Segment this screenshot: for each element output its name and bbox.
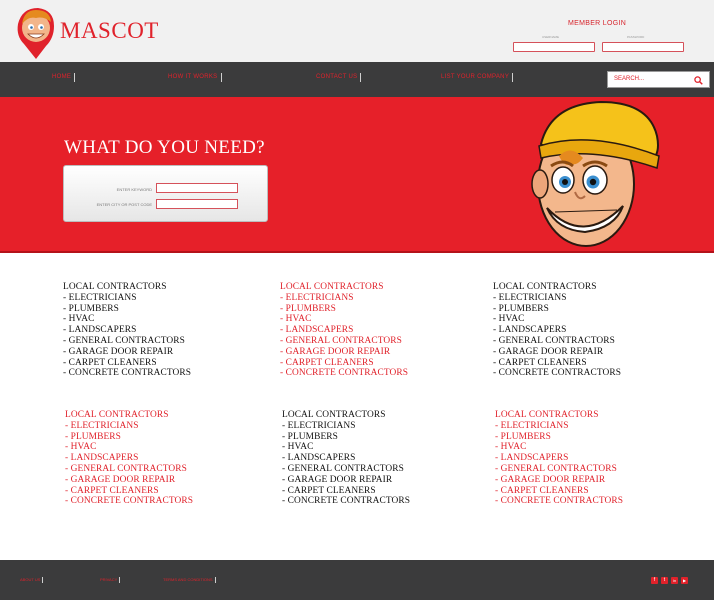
listing-item[interactable]: - GENERAL CONTRACTORS bbox=[282, 463, 404, 474]
listing-item[interactable]: - GENERAL CONTRACTORS bbox=[280, 335, 402, 346]
listing-item[interactable]: - HVAC bbox=[495, 442, 527, 453]
listing-item[interactable]: - PLUMBERS bbox=[280, 303, 336, 314]
member-login-title: MEMBER LOGIN bbox=[568, 20, 627, 27]
nav-item-list-your-company[interactable]: LIST YOUR COMPANY bbox=[441, 73, 513, 82]
username-field[interactable] bbox=[513, 42, 595, 52]
listing-item[interactable]: - ELECTRICIANS bbox=[493, 292, 567, 303]
username-label: USERNAME bbox=[542, 35, 560, 39]
listing-item[interactable]: - GARAGE DOOR REPAIR bbox=[65, 474, 176, 485]
listing-item[interactable]: - HVAC bbox=[65, 442, 97, 453]
listing-item[interactable]: - HVAC bbox=[280, 314, 312, 325]
listing-column bbox=[65, 410, 193, 507]
search-placeholder: SEARCH... bbox=[614, 76, 645, 82]
search-icon[interactable] bbox=[694, 76, 703, 85]
footer-link-privacy[interactable]: PRIVACY bbox=[100, 577, 120, 583]
listing-item[interactable]: - GARAGE DOOR REPAIR bbox=[63, 346, 174, 357]
footer-link-terms[interactable]: TERMS AND CONDITIONS bbox=[163, 577, 216, 583]
listing-item[interactable]: - CONCRETE CONTRACTORS bbox=[280, 368, 409, 379]
listing-item[interactable]: - GARAGE DOOR REPAIR bbox=[282, 474, 393, 485]
listing-heading[interactable]: LOCAL CONTRACTORS bbox=[280, 282, 384, 292]
location-label: ENTER CITY OR POST CODE bbox=[96, 202, 152, 207]
location-field[interactable] bbox=[156, 199, 238, 209]
listing-item[interactable]: - CONCRETE CONTRACTORS bbox=[495, 496, 624, 507]
listing-heading[interactable]: LOCAL CONTRACTORS bbox=[65, 410, 169, 420]
listing-item[interactable]: - PLUMBERS bbox=[495, 431, 551, 442]
password-label: PASSWORD bbox=[627, 35, 645, 39]
facebook-icon[interactable]: f bbox=[651, 577, 658, 584]
listing-item[interactable]: - LANDSCAPERS bbox=[495, 453, 569, 464]
listing-item[interactable]: - GARAGE DOOR REPAIR bbox=[495, 474, 606, 485]
listing-item[interactable]: - HVAC bbox=[63, 314, 95, 325]
listing-item[interactable]: - GARAGE DOOR REPAIR bbox=[280, 346, 391, 357]
nav-item-how-it-works[interactable]: HOW IT WORKS bbox=[168, 73, 222, 82]
listing-column bbox=[280, 282, 408, 379]
listing-column bbox=[63, 282, 191, 379]
site-footer bbox=[0, 560, 714, 600]
listing-item[interactable]: - LANDSCAPERS bbox=[282, 453, 356, 464]
search-form bbox=[63, 165, 268, 222]
listing-item[interactable]: - PLUMBERS bbox=[282, 431, 338, 442]
listing-item[interactable]: - CARPET CLEANERS bbox=[282, 485, 376, 496]
listing-column bbox=[282, 410, 410, 507]
listing-item[interactable]: - GENERAL CONTRACTORS bbox=[493, 335, 615, 346]
listing-item[interactable]: - ELECTRICIANS bbox=[63, 292, 137, 303]
logo-text[interactable]: MASCOT bbox=[60, 18, 159, 43]
listing-item[interactable]: - GARAGE DOOR REPAIR bbox=[493, 346, 604, 357]
listing-item[interactable]: - CONCRETE CONTRACTORS bbox=[493, 368, 622, 379]
keyword-label: ENTER KEYWORD bbox=[116, 187, 152, 192]
hero-title: WHAT DO YOU NEED? bbox=[64, 137, 265, 158]
listing-heading[interactable]: LOCAL CONTRACTORS bbox=[282, 410, 386, 420]
listing-item[interactable]: - PLUMBERS bbox=[493, 303, 549, 314]
listing-item[interactable]: - LANDSCAPERS bbox=[65, 453, 139, 464]
listing-item[interactable]: - GENERAL CONTRACTORS bbox=[63, 335, 185, 346]
listing-column bbox=[495, 410, 623, 507]
listing-heading[interactable]: LOCAL CONTRACTORS bbox=[495, 410, 599, 420]
listing-item[interactable]: - PLUMBERS bbox=[63, 303, 119, 314]
search-input[interactable] bbox=[607, 71, 710, 88]
listing-item[interactable]: - HVAC bbox=[282, 442, 314, 453]
listing-item[interactable]: - CARPET CLEANERS bbox=[65, 485, 159, 496]
listing-item[interactable]: - LANDSCAPERS bbox=[493, 325, 567, 336]
listing-item[interactable]: - CARPET CLEANERS bbox=[280, 357, 374, 368]
listing-item[interactable]: - GENERAL CONTRACTORS bbox=[65, 463, 187, 474]
listing-item[interactable]: - LANDSCAPERS bbox=[63, 325, 137, 336]
mascot-illustration-icon bbox=[531, 96, 666, 256]
nav-item-home[interactable]: HOME bbox=[52, 73, 75, 82]
listing-item[interactable]: - HVAC bbox=[493, 314, 525, 325]
nav-item-contact-us[interactable]: CONTACT US bbox=[316, 73, 361, 82]
listing-item[interactable]: - CARPET CLEANERS bbox=[495, 485, 589, 496]
listing-item[interactable]: - CONCRETE CONTRACTORS bbox=[65, 496, 194, 507]
listing-item[interactable]: - ELECTRICIANS bbox=[65, 420, 139, 431]
listing-heading[interactable]: LOCAL CONTRACTORS bbox=[493, 282, 597, 292]
keyword-field[interactable] bbox=[156, 183, 238, 193]
listing-item[interactable]: - CONCRETE CONTRACTORS bbox=[63, 368, 192, 379]
listing-item[interactable]: - LANDSCAPERS bbox=[280, 325, 354, 336]
listing-item[interactable]: - CARPET CLEANERS bbox=[493, 357, 587, 368]
listing-item[interactable]: - CARPET CLEANERS bbox=[63, 357, 157, 368]
listing-heading[interactable]: LOCAL CONTRACTORS bbox=[63, 282, 167, 292]
youtube-icon[interactable]: ▶ bbox=[682, 578, 687, 583]
mascot-logo-icon[interactable] bbox=[14, 4, 58, 60]
listing-item[interactable]: - ELECTRICIANS bbox=[280, 292, 354, 303]
listing-item[interactable]: - CONCRETE CONTRACTORS bbox=[282, 496, 411, 507]
listing-item[interactable]: - PLUMBERS bbox=[65, 431, 121, 442]
listing-item[interactable]: - ELECTRICIANS bbox=[495, 420, 569, 431]
listing-column bbox=[493, 282, 621, 379]
listing-item[interactable]: - GENERAL CONTRACTORS bbox=[495, 463, 617, 474]
linkedin-icon[interactable]: in bbox=[672, 578, 677, 583]
listing-item[interactable]: - ELECTRICIANS bbox=[282, 420, 356, 431]
password-field[interactable] bbox=[602, 42, 684, 52]
twitter-icon[interactable]: t bbox=[661, 577, 668, 584]
site-header bbox=[0, 0, 714, 62]
footer-link-about[interactable]: ABOUT US bbox=[20, 577, 43, 583]
